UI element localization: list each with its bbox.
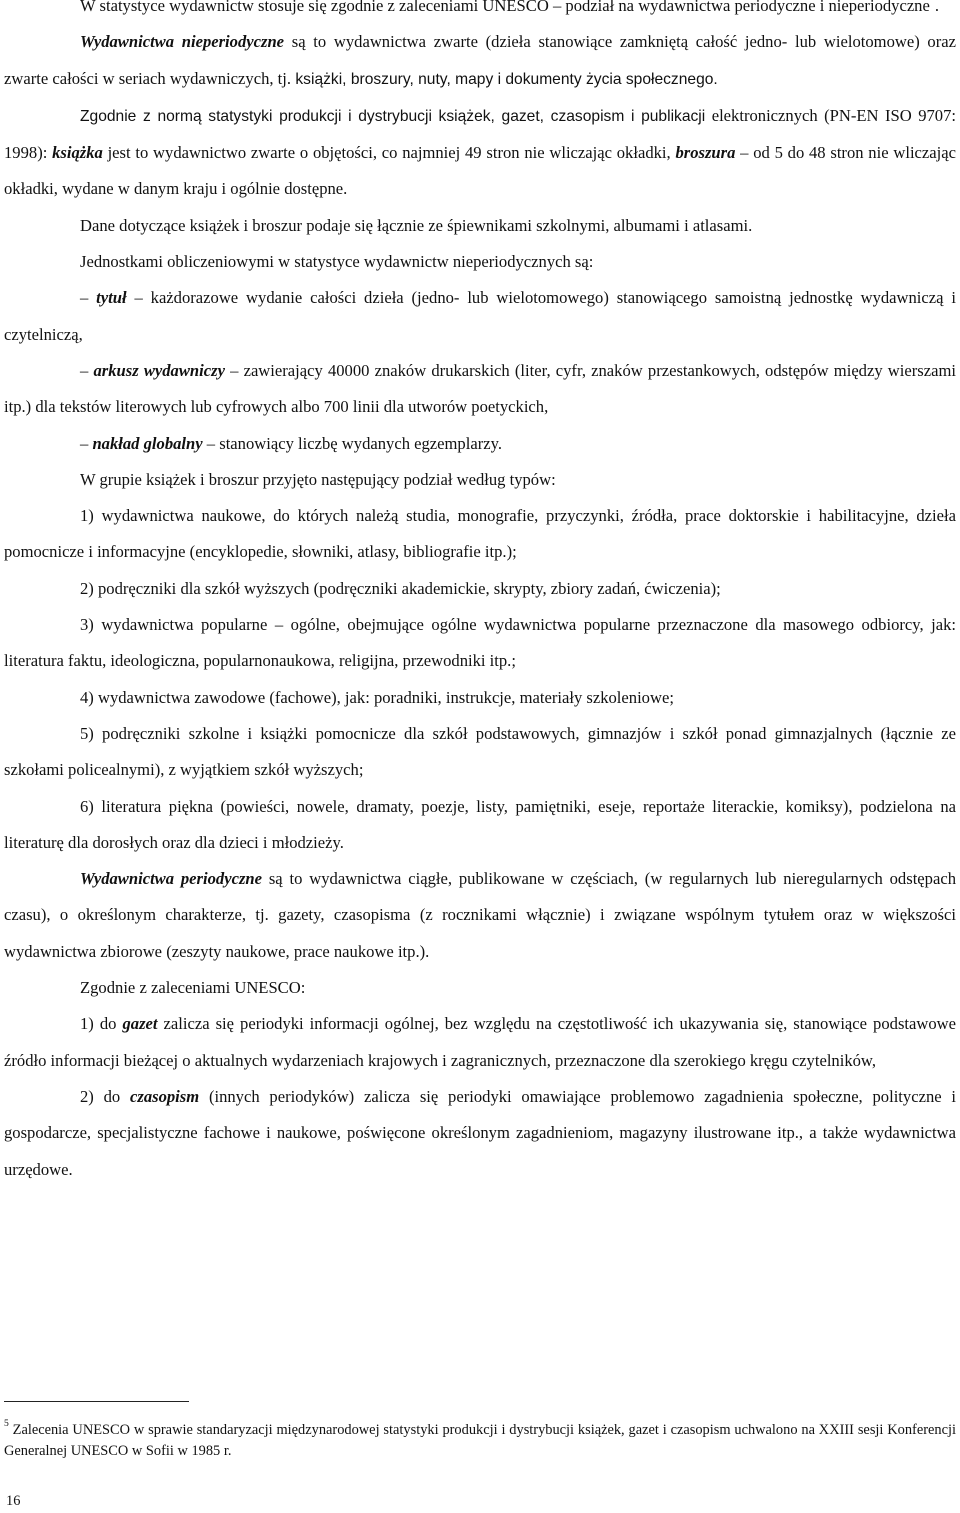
- text: 2) do: [80, 1086, 130, 1106]
- paragraph-norm: [0, 98, 960, 208]
- type-item: 4) wydawnictwa zawodowe (fachowe), jak: poradniki, instrukcje, materiały szkoleniowe;: [80, 687, 674, 707]
- term-title: tytuł: [96, 288, 127, 308]
- term-newspapers: gazet: [122, 1014, 158, 1034]
- paragraph-nonperiodical: [0, 24, 960, 98]
- text: Zgodnie z normą statystyki produkcji i dystrybucji książek, gazet, czasopism i publikacji: [80, 107, 706, 125]
- paragraph-unesco: Zgodnie z zaleceniami UNESCO:: [80, 978, 306, 998]
- page-number: 16: [6, 1493, 21, 1509]
- text: są to wydawnictwa ciągłe, publikowane w częściach, (w regularnych lub nieregularnych odstępach czasu), o określonym charakterze, tj. gazety, czasopisma (z rocznikami włącznie) i związane wspólnym tytułem oraz w większości wydawnictwa zbiorowe (zeszyty naukowe, prace naukowe itp.).: [4, 869, 956, 961]
- unesco-newspapers: [0, 1006, 960, 1079]
- text: – każdorazowe wydanie całości dzieła (jedno- lub wielotomowego) stanowiącego samoistną jednostkę wydawniczą i czytelniczą,: [4, 288, 956, 344]
- paragraph-intro: [0, 0, 960, 24]
- text: 1) do: [80, 1014, 123, 1034]
- text: elektronicznych (PN-EN ISO 9707: 1998):: [4, 105, 956, 163]
- paragraph-types-intro: W grupie książek i broszur przyjęto następujący podział według typów:: [80, 469, 556, 489]
- dash: –: [80, 288, 97, 308]
- unesco-magazines: [0, 1079, 960, 1188]
- footnote-text: Zalecenia UNESCO w sprawie standaryzacji międzynarodowej statystyki produkcji i dystrybucji książek, gazet i czasopism uchwalono na XXIII sesji Konferencji Generalnej UNESCO w Sofii w 1985 r.: [4, 1422, 956, 1459]
- text: zalicza się periodyki informacji ogólnej, bez względu na częstotliwość ich ukazywania się, stanowiące podstawowe źródło informacji bieżącej o aktualnych wydarzeniach krajowych i zagranicznych, przeznaczone dla szerokiego kręgu czytelników,: [4, 1014, 956, 1070]
- type-item: 3) wydawnictwa popularne – ogólne, obejmujące ogólne wydawnictwa popularne przeznaczone dla masowego odbiorcy, jak: literatura faktu, ideologiczna, popularnonaukowa, religijna, przewodniki itp.;: [4, 615, 956, 671]
- type-item: 1) wydawnictwa naukowe, do których należą studia, monografie, przyczynki, źródła, prace doktorskie i habilitacyjne, dzieła pomocnicze i informacyjne (encyklopedie, słowniki, atlasy, bibliografie itp.);: [4, 506, 956, 562]
- term-magazines: czasopism: [130, 1086, 200, 1106]
- term-sheet: arkusz wydawniczy: [93, 360, 225, 380]
- text: są to wydawnictwa zwarte (dzieła stanowiące zamkniętą całość jedno- lub wielotomowe) oraz zwarte całości w seriach wydawniczych, tj.: [4, 32, 956, 88]
- unit-print-run: [0, 426, 960, 462]
- footnote: [4, 1420, 956, 1462]
- dash: –: [80, 433, 93, 453]
- text: jest to wydawnictwo zwarte o objętości, co najmniej 49 stron nie wliczając okładki,: [102, 143, 676, 163]
- text: – stanowiący liczbę wydanych egzemplarzy.: [202, 433, 502, 453]
- type-item: 2) podręczniki dla szkół wyższych (podręczniki akademickie, skrypty, zbiory zadań, ćwiczenia);: [80, 578, 721, 598]
- type-item: 5) podręczniki szkolne i książki pomocnicze dla szkół podstawowych, gimnazjów i szkół ponad gimnazjalnych (łącznie ze szkołami policealnymi), z wyjątkiem szkół wyższych;: [4, 723, 956, 780]
- term-book: książka: [52, 143, 103, 163]
- text: .: [934, 0, 940, 15]
- term-nonperiodical: Wydawnictwa nieperiodyczne: [80, 32, 285, 52]
- text: książki, broszury, nuty, mapy i dokumenty życia społecznego.: [291, 70, 718, 88]
- type-item: 6) literatura piękna (powieści, nowele, dramaty, poezje, listy, pamiętniki, eseje, reportaże literackie, komiksy), podzielona na literaturę dla dorosłych oraz dla dzieci i młodzieży.: [4, 796, 956, 852]
- paragraph-data: Dane dotyczące książek i broszur podaje się łącznie ze śpiewnikami szkolnymi, albumami i atlasami.: [80, 215, 753, 235]
- text: – zawierający 40000 znaków drukarskich (liter, cyfr, znaków przestankowych, odstępów między wierszami itp.) dla tekstów literowych lub cyfrowych albo 700 linii dla utworów poetyckich,: [4, 360, 956, 417]
- footnote-marker: 5: [4, 1418, 9, 1429]
- text: W statystyce wydawnictw stosuje się zgodnie z zaleceniami UNESCO – podział na wydawnictwa periodyczne i nieperiodyczne: [80, 0, 930, 15]
- text: (innych periodyków) zalicza się periodyki omawiające problemowo zagadnienia społeczne, polityczne i gospodarcze, specjalistyczne fachowe i naukowe, poświęcone określonym zagadnieniom, magazyny ilustrowane itp., a także wydawnictwa urzędowe.: [4, 1086, 956, 1179]
- term-print-run: nakład globalny: [92, 433, 203, 453]
- paragraph-periodical: [0, 861, 960, 970]
- paragraph-units: Jednostkami obliczeniowymi w statystyce wydawnictw nieperiodycznych są:: [80, 252, 594, 272]
- text: – od 5 do 48 stron nie wliczając okładki, wydane w danym kraju i ogólnie dostępne.: [4, 143, 956, 199]
- term-periodical: Wydawnictwa periodyczne: [80, 869, 262, 889]
- footnote-divider: [4, 1401, 189, 1402]
- unit-sheet: [0, 353, 960, 426]
- dash: –: [80, 360, 94, 380]
- term-brochure: broszura: [675, 143, 736, 163]
- unit-title: [0, 280, 960, 353]
